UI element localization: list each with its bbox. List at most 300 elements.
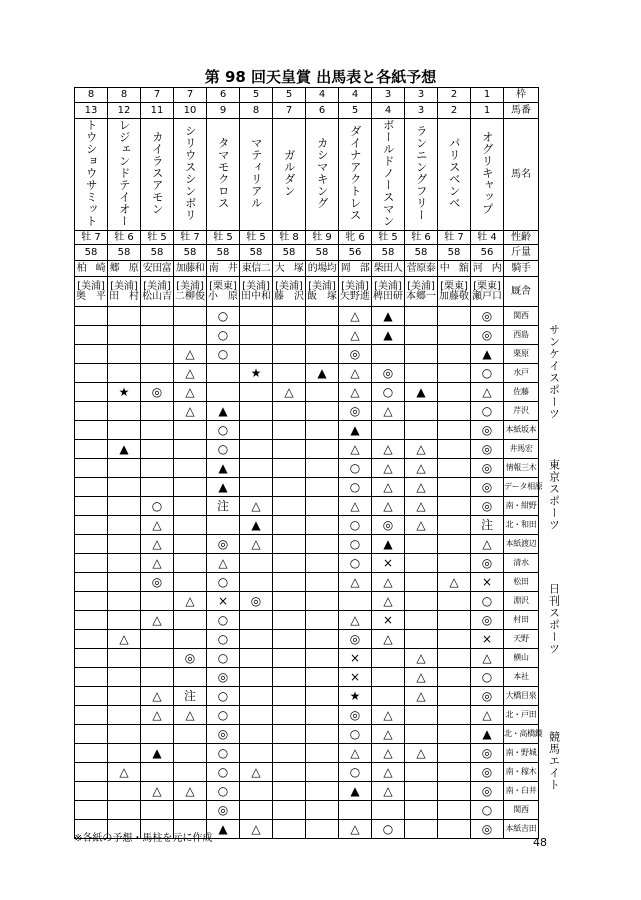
prediction-mark: [75, 307, 108, 326]
prediction-mark: [108, 782, 141, 801]
prediction-mark: [306, 516, 339, 535]
sexage-cell: 牡 5: [372, 231, 405, 245]
prediction-mark: [141, 630, 174, 649]
prediction-mark: ◎: [339, 630, 372, 649]
newspaper-group-label: [545, 687, 564, 839]
stable-region: [栗東]: [440, 280, 468, 292]
prediction-mark: [141, 801, 174, 820]
prediction-mark: ◎: [471, 307, 504, 326]
jockey-cell: 菅原泰: [405, 261, 438, 277]
prediction-mark: [141, 364, 174, 383]
prediction-mark: [306, 763, 339, 782]
prediction-mark: [438, 687, 471, 706]
prediction-mark: [438, 668, 471, 687]
predictor-name: 北・和田: [504, 516, 539, 535]
prediction-mark: [141, 649, 174, 668]
prediction-mark: [273, 478, 306, 497]
prediction-mark: ◎: [471, 497, 504, 516]
header-label: 馬番: [504, 103, 539, 119]
prediction-mark: △: [339, 744, 372, 763]
prediction-mark: ○: [207, 345, 240, 364]
prediction-mark: △: [372, 782, 405, 801]
prediction-mark: △: [339, 497, 372, 516]
horse-name: タマモクロス: [216, 137, 231, 209]
prediction-mark: [273, 497, 306, 516]
prediction-mark: △: [372, 573, 405, 592]
prediction-mark: [273, 364, 306, 383]
prediction-mark: [405, 535, 438, 554]
prediction-mark: △: [372, 744, 405, 763]
prediction-mark: [306, 801, 339, 820]
prediction-mark: [438, 364, 471, 383]
prediction-mark: ○: [207, 326, 240, 345]
horse-name: カイラスアモン: [150, 131, 165, 215]
spacer: [539, 649, 545, 668]
prediction-mark: ○: [471, 801, 504, 820]
prediction-row: [75, 383, 564, 402]
prediction-mark: [273, 782, 306, 801]
prediction-mark: [75, 440, 108, 459]
horse-name: トウショウサミット: [84, 119, 99, 227]
newspaper-name: 競馬エイト: [547, 731, 561, 791]
prediction-mark: ○: [339, 554, 372, 573]
num-cell: 1: [471, 103, 504, 119]
spacer: [545, 261, 564, 277]
horse-name: レジェンドテイオー: [117, 119, 132, 227]
spacer: [539, 668, 545, 687]
prediction-mark: ◎: [471, 554, 504, 573]
predictor-name: 水戸: [504, 364, 539, 383]
predictor-name: 井馬宏: [504, 440, 539, 459]
prediction-mark: [174, 459, 207, 478]
stable-region: [美浦]: [176, 280, 204, 292]
prediction-mark: ◎: [471, 763, 504, 782]
prediction-mark: ▲: [207, 478, 240, 497]
prediction-mark: [438, 649, 471, 668]
prediction-mark: ○: [207, 630, 240, 649]
prediction-mark: ◎: [141, 573, 174, 592]
stable-cell: [438, 277, 471, 307]
trainer-name: 松山吉: [142, 290, 172, 302]
predictor-name: データ相原: [504, 478, 539, 497]
prediction-mark: △: [471, 649, 504, 668]
weight-cell: 58: [207, 245, 240, 261]
prediction-mark: [372, 801, 405, 820]
prediction-mark: ◎: [174, 649, 207, 668]
prediction-mark: ◎: [471, 611, 504, 630]
prediction-mark: ○: [471, 592, 504, 611]
spacer: [545, 231, 564, 245]
predictor-name: 村田: [504, 611, 539, 630]
horse-name: オグリキャップ: [480, 131, 495, 215]
spacer: [545, 103, 564, 119]
horse-name: ボールドノースマン: [381, 119, 396, 227]
prediction-mark: [372, 668, 405, 687]
prediction-mark: [108, 611, 141, 630]
prediction-mark: [75, 611, 108, 630]
predictor-name: 南・紺野: [504, 497, 539, 516]
jockey-cell: 柴田人: [372, 261, 405, 277]
prediction-mark: △: [174, 345, 207, 364]
prediction-mark: [174, 611, 207, 630]
prediction-mark: [75, 744, 108, 763]
spacer: [545, 88, 564, 103]
prediction-mark: ▲: [207, 820, 240, 839]
prediction-mark: [75, 478, 108, 497]
stable-region: [美浦]: [143, 280, 171, 292]
horse-name-cell: [438, 119, 471, 231]
prediction-mark: △: [174, 364, 207, 383]
prediction-mark: ○: [372, 820, 405, 839]
prediction-mark: △: [405, 516, 438, 535]
prediction-mark: ◎: [471, 326, 504, 345]
prediction-mark: ○: [207, 611, 240, 630]
sexage-cell: 牡 5: [240, 231, 273, 245]
prediction-mark: [141, 402, 174, 421]
weight-cell: 58: [405, 245, 438, 261]
prediction-mark: △: [174, 782, 207, 801]
prediction-mark: [141, 307, 174, 326]
prediction-mark: [75, 497, 108, 516]
num-cell: 8: [240, 103, 273, 119]
stable-cell: [273, 277, 306, 307]
prediction-mark: [75, 592, 108, 611]
prediction-mark: ○: [339, 478, 372, 497]
prediction-row: [75, 782, 564, 801]
prediction-mark: [240, 687, 273, 706]
waku-cell: 4: [306, 88, 339, 103]
weight-cell: 58: [306, 245, 339, 261]
prediction-mark: ◎: [471, 782, 504, 801]
jockey-cell: 東信二: [240, 261, 273, 277]
weight-cell: 58: [273, 245, 306, 261]
num-cell: 13: [75, 103, 108, 119]
prediction-mark: [405, 345, 438, 364]
spacer: [539, 364, 545, 383]
prediction-mark: [273, 611, 306, 630]
prediction-mark: [75, 421, 108, 440]
prediction-mark: [174, 763, 207, 782]
prediction-mark: [273, 345, 306, 364]
prediction-mark: [438, 383, 471, 402]
predictor-name: 横山: [504, 649, 539, 668]
horse-name: マティリアル: [249, 137, 264, 209]
prediction-mark: [306, 668, 339, 687]
prediction-mark: △: [372, 706, 405, 725]
prediction-mark: △: [471, 383, 504, 402]
prediction-mark: [108, 326, 141, 345]
horse-name-cell: [273, 119, 306, 231]
prediction-mark: △: [405, 687, 438, 706]
prediction-mark: △: [339, 440, 372, 459]
prediction-mark: [141, 478, 174, 497]
prediction-mark: [438, 307, 471, 326]
prediction-mark: △: [405, 440, 438, 459]
prediction-mark: △: [339, 611, 372, 630]
horse-name-cell: [75, 119, 108, 231]
prediction-mark: ▲: [372, 535, 405, 554]
prediction-mark: ★: [240, 364, 273, 383]
predictor-name: 本紙渡辺: [504, 535, 539, 554]
prediction-mark: [75, 516, 108, 535]
prediction-mark: △: [339, 326, 372, 345]
prediction-mark: [240, 345, 273, 364]
waku-cell: 1: [471, 88, 504, 103]
num-cell: 11: [141, 103, 174, 119]
prediction-mark: [306, 611, 339, 630]
prediction-mark: ○: [207, 782, 240, 801]
waku-cell: 5: [240, 88, 273, 103]
prediction-mark: [405, 592, 438, 611]
waku-cell: 6: [207, 88, 240, 103]
header-label: 厩舎: [504, 277, 539, 307]
num-cell: 4: [372, 103, 405, 119]
prediction-mark: [108, 497, 141, 516]
prediction-mark: △: [372, 459, 405, 478]
prediction-mark: [273, 402, 306, 421]
jockey-cell: 加藤和: [174, 261, 207, 277]
sexage-cell: 牡 7: [75, 231, 108, 245]
prediction-mark: ★: [339, 687, 372, 706]
prediction-mark: ◎: [471, 478, 504, 497]
prediction-mark: [339, 801, 372, 820]
prediction-mark: [108, 592, 141, 611]
prediction-mark: [273, 744, 306, 763]
prediction-mark: [240, 554, 273, 573]
prediction-mark: [174, 440, 207, 459]
predictor-name: 本紙坂本: [504, 421, 539, 440]
prediction-mark: [75, 383, 108, 402]
prediction-mark: ○: [141, 497, 174, 516]
prediction-mark: ◎: [240, 592, 273, 611]
prediction-mark: [438, 440, 471, 459]
prediction-mark: ○: [471, 402, 504, 421]
waku-cell: 5: [273, 88, 306, 103]
prediction-mark: [438, 459, 471, 478]
prediction-mark: ○: [207, 744, 240, 763]
prediction-mark: [108, 649, 141, 668]
prediction-mark: [174, 478, 207, 497]
prediction-mark: △: [207, 554, 240, 573]
trainer-name: 小 原: [208, 290, 238, 302]
prediction-mark: [438, 782, 471, 801]
horse-name: カシマキング: [315, 137, 330, 209]
jockey-cell: 郷 原: [108, 261, 141, 277]
predictor-name: 松田: [504, 573, 539, 592]
spacer: [545, 245, 564, 261]
prediction-mark: [240, 801, 273, 820]
prediction-mark: [273, 535, 306, 554]
newspaper-name: サンケイスポーツ: [547, 323, 561, 420]
prediction-mark: △: [141, 611, 174, 630]
prediction-mark: [141, 421, 174, 440]
weight-cell: 56: [339, 245, 372, 261]
spacer: [539, 782, 545, 801]
prediction-mark: [405, 573, 438, 592]
prediction-mark: [405, 554, 438, 573]
prediction-mark: [339, 592, 372, 611]
prediction-mark: [75, 326, 108, 345]
spacer: [539, 326, 545, 345]
stable-region: [美浦]: [374, 280, 402, 292]
prediction-mark: [174, 516, 207, 535]
predictor-name: 本社: [504, 668, 539, 687]
prediction-mark: △: [372, 630, 405, 649]
trainer-name: 田 村: [109, 290, 139, 302]
prediction-mark: [108, 364, 141, 383]
prediction-mark: ◎: [471, 744, 504, 763]
prediction-mark: [207, 516, 240, 535]
prediction-mark: [141, 592, 174, 611]
prediction-row: [75, 668, 564, 687]
prediction-mark: [174, 554, 207, 573]
prediction-mark: ○: [207, 687, 240, 706]
race-card-table: [74, 87, 564, 839]
prediction-mark: [273, 668, 306, 687]
stable-region: [美浦]: [407, 280, 435, 292]
prediction-mark: ×: [471, 573, 504, 592]
prediction-mark: [306, 345, 339, 364]
num-cell: 12: [108, 103, 141, 119]
spacer: [539, 535, 545, 554]
predictor-name: 南・臼井: [504, 782, 539, 801]
prediction-row: [75, 763, 564, 782]
prediction-mark: [174, 668, 207, 687]
prediction-mark: [240, 725, 273, 744]
prediction-mark: ◎: [471, 687, 504, 706]
prediction-mark: [174, 326, 207, 345]
prediction-mark: [273, 440, 306, 459]
waku-cell: 3: [405, 88, 438, 103]
stable-cell: [108, 277, 141, 307]
prediction-row: [75, 421, 564, 440]
prediction-mark: ○: [207, 706, 240, 725]
horse-name-cell: [207, 119, 240, 231]
prediction-mark: 注: [174, 687, 207, 706]
prediction-mark: [108, 345, 141, 364]
prediction-mark: △: [141, 782, 174, 801]
prediction-mark: [141, 725, 174, 744]
prediction-mark: [75, 554, 108, 573]
prediction-mark: [306, 554, 339, 573]
prediction-mark: △: [339, 364, 372, 383]
prediction-mark: 注: [207, 497, 240, 516]
prediction-mark: [240, 706, 273, 725]
prediction-mark: [108, 478, 141, 497]
prediction-mark: [108, 744, 141, 763]
weight-cell: 58: [240, 245, 273, 261]
horse-name: ランニングフリー: [414, 125, 429, 221]
jockey-cell: 岡 部: [339, 261, 372, 277]
spacer: [539, 801, 545, 820]
spacer: [539, 592, 545, 611]
weight-cell: 58: [372, 245, 405, 261]
prediction-mark: [240, 668, 273, 687]
prediction-mark: ▲: [108, 440, 141, 459]
predictor-name: 南・野城: [504, 744, 539, 763]
predictor-name: 関西: [504, 307, 539, 326]
header-label: 斤量: [504, 245, 539, 261]
prediction-mark: △: [372, 763, 405, 782]
prediction-mark: [372, 649, 405, 668]
trainer-name: 瀬戸口: [472, 290, 502, 302]
prediction-mark: △: [405, 668, 438, 687]
prediction-mark: [108, 459, 141, 478]
prediction-mark: ▲: [405, 383, 438, 402]
prediction-mark: [273, 725, 306, 744]
prediction-mark: [273, 326, 306, 345]
stable-region: [美浦]: [308, 280, 336, 292]
prediction-mark: [207, 383, 240, 402]
prediction-mark: ◎: [372, 516, 405, 535]
weight-cell: 58: [141, 245, 174, 261]
prediction-mark: [438, 706, 471, 725]
prediction-mark: [372, 687, 405, 706]
predictor-name: 天野: [504, 630, 539, 649]
weight-cell: 58: [174, 245, 207, 261]
prediction-mark: [306, 421, 339, 440]
prediction-mark: [273, 801, 306, 820]
spacer: [539, 763, 545, 782]
prediction-mark: [174, 744, 207, 763]
stable-cell: [339, 277, 372, 307]
prediction-mark: [75, 782, 108, 801]
prediction-mark: [240, 326, 273, 345]
prediction-mark: △: [372, 592, 405, 611]
prediction-mark: ×: [471, 630, 504, 649]
trainer-name: 田中和: [241, 290, 271, 302]
jockey-cell: 安田富: [141, 261, 174, 277]
jockey-cell: 南 井: [207, 261, 240, 277]
prediction-mark: [405, 820, 438, 839]
prediction-mark: [273, 573, 306, 592]
prediction-mark: [174, 630, 207, 649]
prediction-mark: [438, 478, 471, 497]
prediction-mark: ▲: [372, 307, 405, 326]
spacer: [539, 706, 545, 725]
weight-cell: 58: [75, 245, 108, 261]
prediction-mark: ○: [207, 763, 240, 782]
prediction-mark: [174, 421, 207, 440]
prediction-mark: [438, 820, 471, 839]
prediction-mark: 注: [471, 516, 504, 535]
prediction-mark: △: [339, 383, 372, 402]
predictor-name: 大橋目泉: [504, 687, 539, 706]
horse-name-cell: [174, 119, 207, 231]
prediction-mark: ▲: [372, 326, 405, 345]
num-cell: 6: [306, 103, 339, 119]
prediction-mark: [306, 478, 339, 497]
prediction-mark: △: [273, 383, 306, 402]
stable-cell: [306, 277, 339, 307]
prediction-mark: [174, 573, 207, 592]
prediction-mark: ×: [339, 649, 372, 668]
prediction-mark: [273, 516, 306, 535]
prediction-row: [75, 326, 564, 345]
prediction-mark: [240, 383, 273, 402]
header-label: 性齢: [504, 231, 539, 245]
stable-region: [美浦]: [77, 280, 105, 292]
prediction-mark: ★: [108, 383, 141, 402]
prediction-mark: [75, 535, 108, 554]
prediction-mark: △: [141, 516, 174, 535]
prediction-mark: [306, 307, 339, 326]
prediction-mark: ▲: [240, 516, 273, 535]
horse-name: シリウスシンボリ: [183, 125, 198, 221]
prediction-mark: [306, 326, 339, 345]
prediction-mark: [273, 459, 306, 478]
trainer-name: 本郷一: [406, 290, 436, 302]
